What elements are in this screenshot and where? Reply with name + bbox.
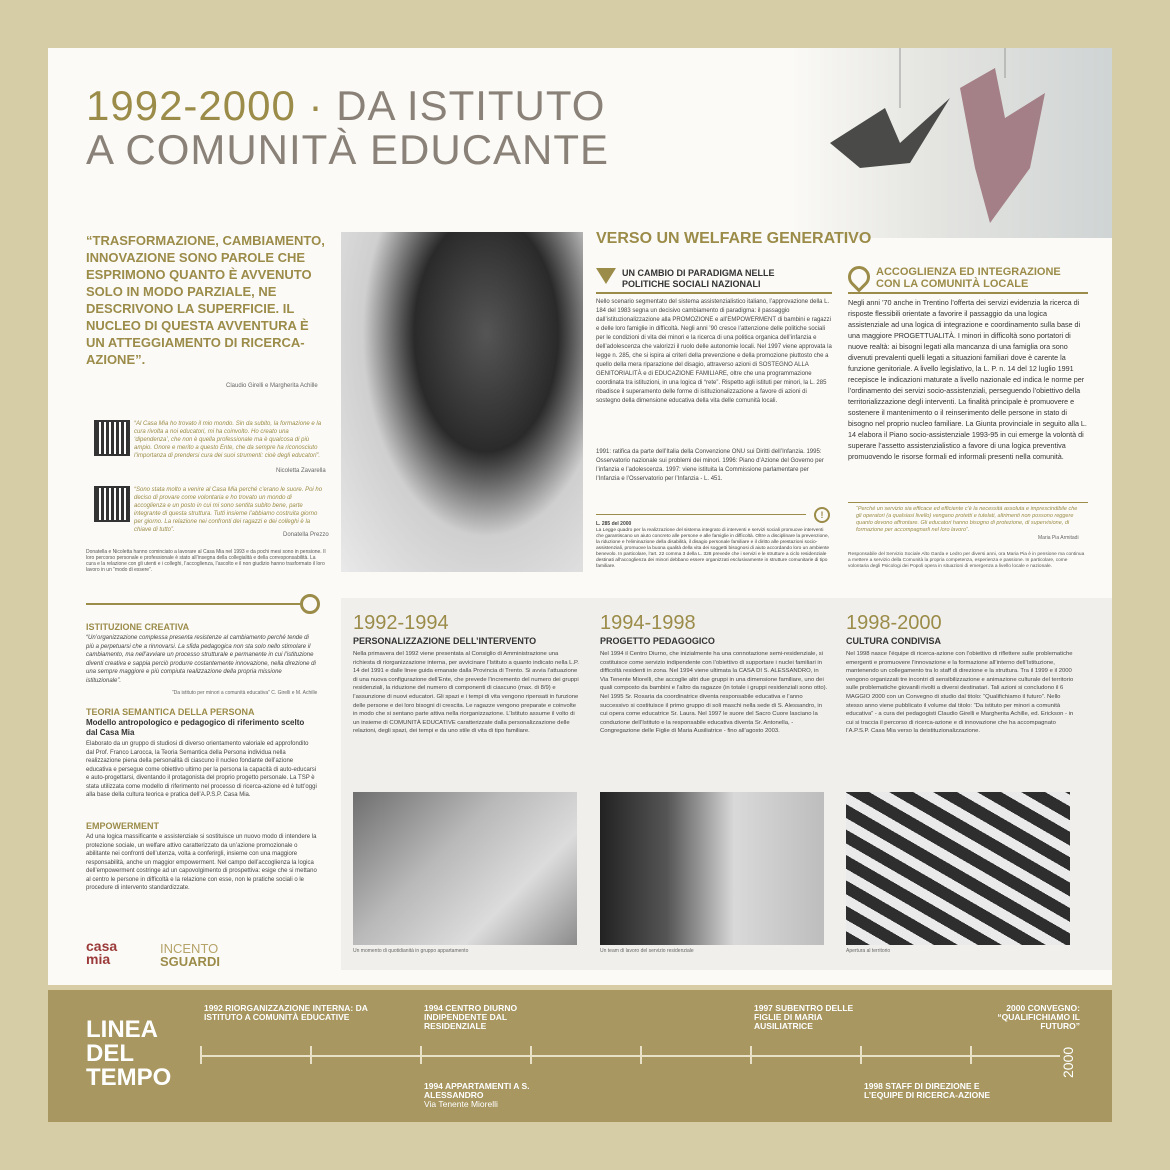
event-1994-centro [424,1004,534,1031]
event-1998-text: STAFF DI DIREZIONE E L’EQUIPE DI RICERCA-AZIONE [864,1081,991,1100]
teoria-subtitle: Modello antropologico e pedagogico di riferimento scelto dal Casa Mia [86,718,305,737]
period-1-heading: PERSONALIZZAZIONE DELL’INTERVENTO [353,636,537,646]
event-2000-year: 2000 [1006,1003,1026,1013]
event-1997 [754,1004,864,1031]
timeline-tick [200,1046,202,1064]
period-3-body: Nel 1998 nasce l’équipe di ricerca-azione con l’obiettivo di riflettere sulle problematiche emergenti e promuovere l’innovazione e la formazione all’interno dell’Istituzione, mantenendo un collegamento tra lo staff di direzione e la struttura. Tra il 1999 e il 2000 vengono organizzati tre incontri di sensibilizzazione e animazione culturale del territorio sulle problematiche giovanili rivolti a diversi destinatari. Tali azioni si concludono il 6 MAGGIO 2000 con un Convegno di studio dal titolo: “Qualifichiamo il futuro”. Nello stesso anno viene pubblicato il volume dal titolo: “Da istituto per minori a comunità educativa” - a cura dei pedagogisti Claudio Girelli e Margherita Achille, ed. Erickson - in cui si traccia il percorso di ricerca-azione e di innovazione che ha accompagnato l’A.P.S.P. Casa Mia verso la deistituzionalizzazione. [846,651,1074,735]
event-1992-text: RIORGANIZZAZIONE INTERNA: DA ISTITUTO A COMUNITÀ EDUCATIVE [204,1003,368,1022]
title-line-2: A COMUNITÀ EDUCANTE [86,126,610,173]
right-quote-divider [848,502,1088,503]
logo-casa: casa [86,938,118,954]
page-title [86,84,609,172]
paradigm-dates: 1991: ratifica da parte dell’Italia della Convenzione ONU sui Diritti dell’Infanzia. 1995: Osservatorio nazionale sui problemi dei minori. 1996: Piano d’Azione del Governo per l’infanzia e l’adolescenza. 1997: viene istituita la Commissione parlamentare per l’Infanzia e l’Osservatorio per l’Infanzia - L. 451. [596,449,824,482]
teoria-body: Elaborato da un gruppo di studiosi di diverso orientamento valoriale ed approfondito dal Prof. Franco Larocca, la Teoria Semantica della Persona individua nella realizzazione piena della personalità di ciascuno il nucleo fondante dell’azione educativa e persegue come obiettivo ultimo per la persona la capacità di auto-educarsi e auto-progettarsi, diventando il protagonista del proprio progetto personale. La TSP è stata utilizzata come modello di riferimento nel processo di ricerca-azione ed è tutt’oggi alla base della cultura teorica e pratica dell’A.P.S.P. Casa Mia. [86,741,317,798]
crane-illustration [790,48,1112,238]
event-1998 [864,1082,994,1100]
period-3-photo [846,792,1070,945]
event-1992-year: 1992 [204,1003,223,1013]
magnifier-icon [300,594,320,614]
paradigm-body: Nello scenario segmentato del sistema assistenzialistico italiano, l’approvazione della L. 184 del 1983 segna un decisivo cambiamento di paradigma: il passaggio dall’istituzionalizzazione alla PROMOZIONE e all’EMPOWERMENT di bambini e ragazzi e delle loro famiglie in difficoltà. Negli anni ’90 cresce l’attenzione delle politiche sociali per le condizioni di vita dei minori e la ricerca di una politica organica dell’infanzia e dell’adolescenza che valorizzi il ruolo delle autonomie locali. Nel 1997 viene approvata la legge n. 285, che si ispira ai criteri della prevenzione e della promozione piuttosto che a quello della mera riparazione del disagio, attraverso azioni di SOSTEGNO ALLA GENITORIALITÀ e di EDUCAZIONE FAMILIARE, oltre che una programmazione coordinata tra istituzioni, in una logica di “rete”. Rispetto agli istituti per minori, la L. 285 ribadisce il superamento delle forme di istituzionalizzazione a favore di azioni di sostegno della dimensione educativa della vita delle comunità locali. [596,299,832,404]
timeline-tick [420,1046,422,1064]
event-1998-year: 1998 [864,1081,883,1091]
paradigm-subheading: UN CAMBIO DI PARADIGMA NELLE POLITICHE SOCIALI NAZIONALI [622,268,775,289]
timeline-title-3: TEMPO [86,1064,172,1091]
origami-cranes-image [790,48,1112,238]
istituzione-attr: “Da istituto per minori a comunità educativa” C. Girelli e M. Achille [172,690,318,696]
period-2-caption: Un team di lavoro del servizio residenziale [600,948,694,954]
hand-portrait-photo [341,232,583,572]
period-2-photo [600,792,824,945]
qr-code-2[interactable] [94,486,130,522]
empowerment-title: EMPOWERMENT [86,821,159,831]
logo-cento: INCENTO [160,941,219,956]
right-quote: “Perché un servizio sia efficace ed efficiente c’è la necessità assoluta e imprescindibile che gli operatori (a qualsiasi livello) vengano protetti e tutelati, altrimenti non possono reggere quanto devono affrontare. Gli educatori hanno bisogno di protezione, di supervisione, di formazione per accompagnarli nel loro lavoro”. [856,506,1078,533]
period-3-year: 1998-2000 [846,612,942,634]
title-year: 1992-2000 [86,82,296,129]
period-2-body: Nel 1994 il Centro Diurno, che inizialmente ha una connotazione semi-residenziale, si costituisce come servizio indipendente con l’obiettivo di supportare i nuclei familiari in difficoltà residenti in zona. Nel 1994 viene ultimata la CASA DI S. ALESSANDRO, in Via Tenente Miorelli, che accoglie altri due gruppi in una dimensione familiare, uno dei quali composto da bambini e l’altro da ragazze (in totale i gruppi residenziali sono otto). Nel 1995 Sr. Rosaria da coordinatrice diventa responsabile educativa e l’anno successivo si costituisce il primo gruppo di soli maschi nella sede di S. Alessandro, in cui opera come educatrice Sr. Laura. Nel 1997 le suore del Sacro Cuore lasciano la conduzione dell’Istituto e la responsabile educativa diventa Sr. Antonella, - Congregazione delle Figlie di Maria Ausiliatrice - fino all’agosto 2003. [600,651,828,735]
law-body: La Legge quadro per la realizzazione del sistema integrato di interventi e servizi sociali promuove interventi che garantiscano un aiuto concreto alle persone e alle famiglie in difficoltà. Oltre a disciplinare la prevenzione, la riduzione e l’eliminazione della disabilità, il disagio personale familiare e il diritto alle prestazioni socio-assistenziali, promuove la buona qualità della vita dei soggetti bisognosi di aiuto accordando loro un ambiente benevolo. In particolare, l’art. 22 comma 3 della L. 328 prevede che i servizi e le strutture a ciclo residenziale destinati all’accoglienza dei minori debbano essere organizzati esclusivamente in strutture comunitarie di tipo familiare. [596,528,830,569]
timeline-title [86,1018,171,1090]
verso-heading: VERSO UN WELFARE GENERATIVO [596,230,872,247]
timeline-title-2: DEL [86,1040,134,1067]
istituzione-body: “Un’organizzazione complessa presenta resistenze al cambiamento perché tende di più a perpetuarsi che a rinnovarsi. La sfida pedagogica non sta solo nello stimolare il cambiamento, ma nell’avviare un processo strutturale e permanente in cui l’istituzione diventi creativa e sappia perciò produrre costantemente innovazione, nella direzione di una sempre maggiore e più compiuta realizzazione della propria missione istituzionale”. [86,635,316,684]
event-1994-app-year: 1994 [424,1081,443,1091]
event-1994-centro-text: CENTRO DIURNO INDIPENDENTE DAL RESIDENZIALE [424,1003,518,1031]
cento-sguardi-logo [160,942,220,968]
period-1-year: 1992-1994 [353,612,449,634]
timeline-tick [310,1046,312,1064]
accoglienza-subheading: ACCOGLIENZA ED INTEGRAZIONE CON LA COMUNITÀ LOCALE [876,266,1061,290]
main-quote: “TRASFORMAZIONE, CAMBIAMENTO, INNOVAZIONE SONO PAROLE CHE ESPRIMONO QUANTO È AVVENUTO SOLO IN MODO PARZIALE, NE DESCRIVONO LA SUPERFICIE. IL NUCLEO DI QUESTA AVVENTURA È UN ATTEGGIAMENTO DI RICERCA-AZIONE”. [86,233,325,367]
timeline-title-1: LINEA [86,1016,158,1043]
timeline-end-year: 2000 [1060,1046,1076,1078]
logo-sguardi: SGUARDI [160,954,220,969]
event-1997-year: 1997 [754,1003,773,1013]
paradigm-icon [596,268,616,284]
period-2-heading: PROGETTO PEDAGOGICO [600,636,715,646]
timeline-tick [860,1046,862,1064]
timeline-tick [970,1046,972,1064]
warning-icon: ! [814,507,830,523]
timeline-tick [530,1046,532,1064]
testimonial-2-author: Donatella Prezzo [283,532,329,538]
logo-mia: mia [86,951,111,967]
empowerment-body: Ad una logica massificante e assistenziale si sostituisce un nuovo modo di intendere la protezione sociale, un welfare attivo caratterizzato da un’azione promozionale o abilitante nei confronti dell’utenza, volta a conferirgli, insieme con una maggiore responsabilità, anche un maggior empowerment. Nel campo dell’accoglienza la logica dell’empowerment costringe ad un capovolgimento di prospettiva: esige che si mettano al centro le persone in difficoltà e la relazione con esse, non le pratiche sociali o le procedure di intervento standardizzate. [86,834,317,891]
testimonial-note: Donatella e Nicoletta hanno cominciato a lavorare al Casa Mia nel 1993 e da pochi mesi sono in pensione. Il loro percorso personale e professionale è stato all’insegna della collegialità e della corresponsabilità. La cura e la relazione con gli utenti e i colleghi, l’accoglienza, l’ascolto e il non giudizio hanno trasformato il loro lavoro in un “modo di essere”. [86,549,326,573]
law-title: L. 285 del 2000 [596,521,632,527]
main-quote-author: Claudio Girelli e Margherita Achille [226,383,318,389]
istituzione-divider [86,603,300,605]
period-3-heading: CULTURA CONDIVISA [846,636,941,646]
event-2000 [988,1004,1080,1031]
accoglienza-body: Negli anni ’70 anche in Trentino l’offerta dei servizi evidenzia la ricerca di risposte flessibili orientate a favorire il passaggio da una logica assistenziale ad una logica di integrazione e coordinamento sulla base di una maggiore PROGETTUALITÀ. I minori in difficoltà sono portatori di nuove realtà: ai bisogni legati alla mancanza di una famiglia ora sono divenuti prevalenti quelli legati a situazioni familiari dove è carente la funzione genitoriale. A livello legislativo, la L. P. n. 14 del 12 luglio 1991 recepisce le indicazioni maturate a livello nazionale ed indica le norme per l’ordinamento dei servizi socio-assistenziali, perseguendo l’obiettivo della territorializzazione degli interventi. La finalità principale è promuovere e sostenere il mantenimento o il reinserimento delle persone in stato di bisogno nel proprio nucleo familiare. La Giunta provinciale in seguito alla L. 14 elabora il Piano socio-assistenziale 1993-95 in cui emerge la volontà di superare l’assetto assistenzialistico a favore di una logica preventiva promuovendo le risorse formali ed informali presenti nella comunità. [848,298,1087,461]
timeline-tick [640,1046,642,1064]
event-1992 [204,1004,384,1022]
right-note: Responsabile del Servizio Sociale Alto Garda e Ledro per diversi anni, ora Maria Pia è in pensione ma continua a mettere a servizio della Comunità la propria competenza, esperienza e passione. In particolare, come volontaria degli Psicologi dei Popoli opera in situazioni di emergenza a livello locale e nazionale. [848,552,1085,569]
law-divider [596,514,806,515]
period-2-year: 1994-1998 [600,612,696,634]
istituzione-title: ISTITUZIONE CREATIVA [86,622,190,632]
event-2000-text: CONVEGNO: “QUALIFICHIAMO IL FUTURO” [997,1003,1080,1031]
timeline-axis [200,1055,1060,1057]
title-line-1: DA ISTITUTO [336,82,606,129]
event-1994-appartamenti [424,1082,544,1109]
event-1994-centro-year: 1994 [424,1003,443,1013]
event-1997-text: SUBENTRO DELLE FIGLIE DI MARIA AUSILIATRICE [754,1003,854,1031]
period-3-caption: Apertura al territorio [846,948,891,954]
period-1-body: Nella primavera del 1992 viene presentata al Consiglio di Amministrazione una richiesta di riorganizzazione interna, per avvicinare l’Istituto a quanto indicato nella L.P. 14 del 1991 e dalle linee guida emanate dalla Provincia di Trento. Si avvia l’attuazione di una nuova configurazione dell’Ente, che prevede l’incremento del numero dei gruppi residenziali, la riduzione del numero di componenti di ciascuno (max. di 8/9) e l’assunzione di nuovi educatori. Gli spazi e i tempi di vita vengono ripensati in funzione delle persone e dei loro bisogni di crescita. Le ragazze vengono preparate e coinvolte in modo che si sentano parte attiva nella riorganizzazione. L’Istituto assume il volto di un insieme di COMUNITÀ EDUCATIVE caratterizzate dalla personalizzazione delle relazioni, degli spazi, dei tempi e da uno stile di vita di tipo familiare. [353,651,579,735]
event-1994-app-text: APPARTAMENTI A S. ALESSANDRO [424,1081,530,1100]
event-1994-app-place: Via Tenente Miorelli [424,1099,498,1109]
testimonial-2: “Sono stata molto a venire al Casa Mia perché c’erano le suore. Poi ho deciso di provare come volontaria e ho trovato un mondo di accoglienza e un posto in cui mi sono sentita subito bene, parte integrante di questa struttura. Tutti insieme l’abbiamo costruita giorno per giorno. La relazione nei confronti dei ragazzi e dei colleghi è la chiave di tutto”. [134,487,323,533]
period-1-caption: Un momento di quotidianità in gruppo appartamento [353,948,469,954]
timeline-tick [750,1046,752,1064]
right-quote-author: Maria Pia Armitadi [1038,535,1079,541]
teoria-title: TEORIA SEMANTICA DELLA PERSONA [86,707,255,717]
period-1-photo [353,792,577,945]
testimonial-1: “Al Casa Mia ho trovato il mio mondo. Sin da subito, la formazione e la cura rivolta a noi educatori, mi ha coinvolto. Ho creato una ‘dipendenza’, che non è quella professionale ma è qualcosa di più ampio. Onore e merito a questo Ente, che da sempre ha riconosciuto l’importanza di prendersi cura dei suoi strumenti: cioè degli educatori”. [134,421,322,459]
title-dot: · [308,82,324,129]
paradigm-divider [596,292,832,294]
casa-mia-logo [86,940,117,966]
accoglienza-divider [848,292,1088,294]
qr-code-1[interactable] [94,420,130,456]
testimonial-1-author: Nicoletta Zavarella [276,468,326,474]
